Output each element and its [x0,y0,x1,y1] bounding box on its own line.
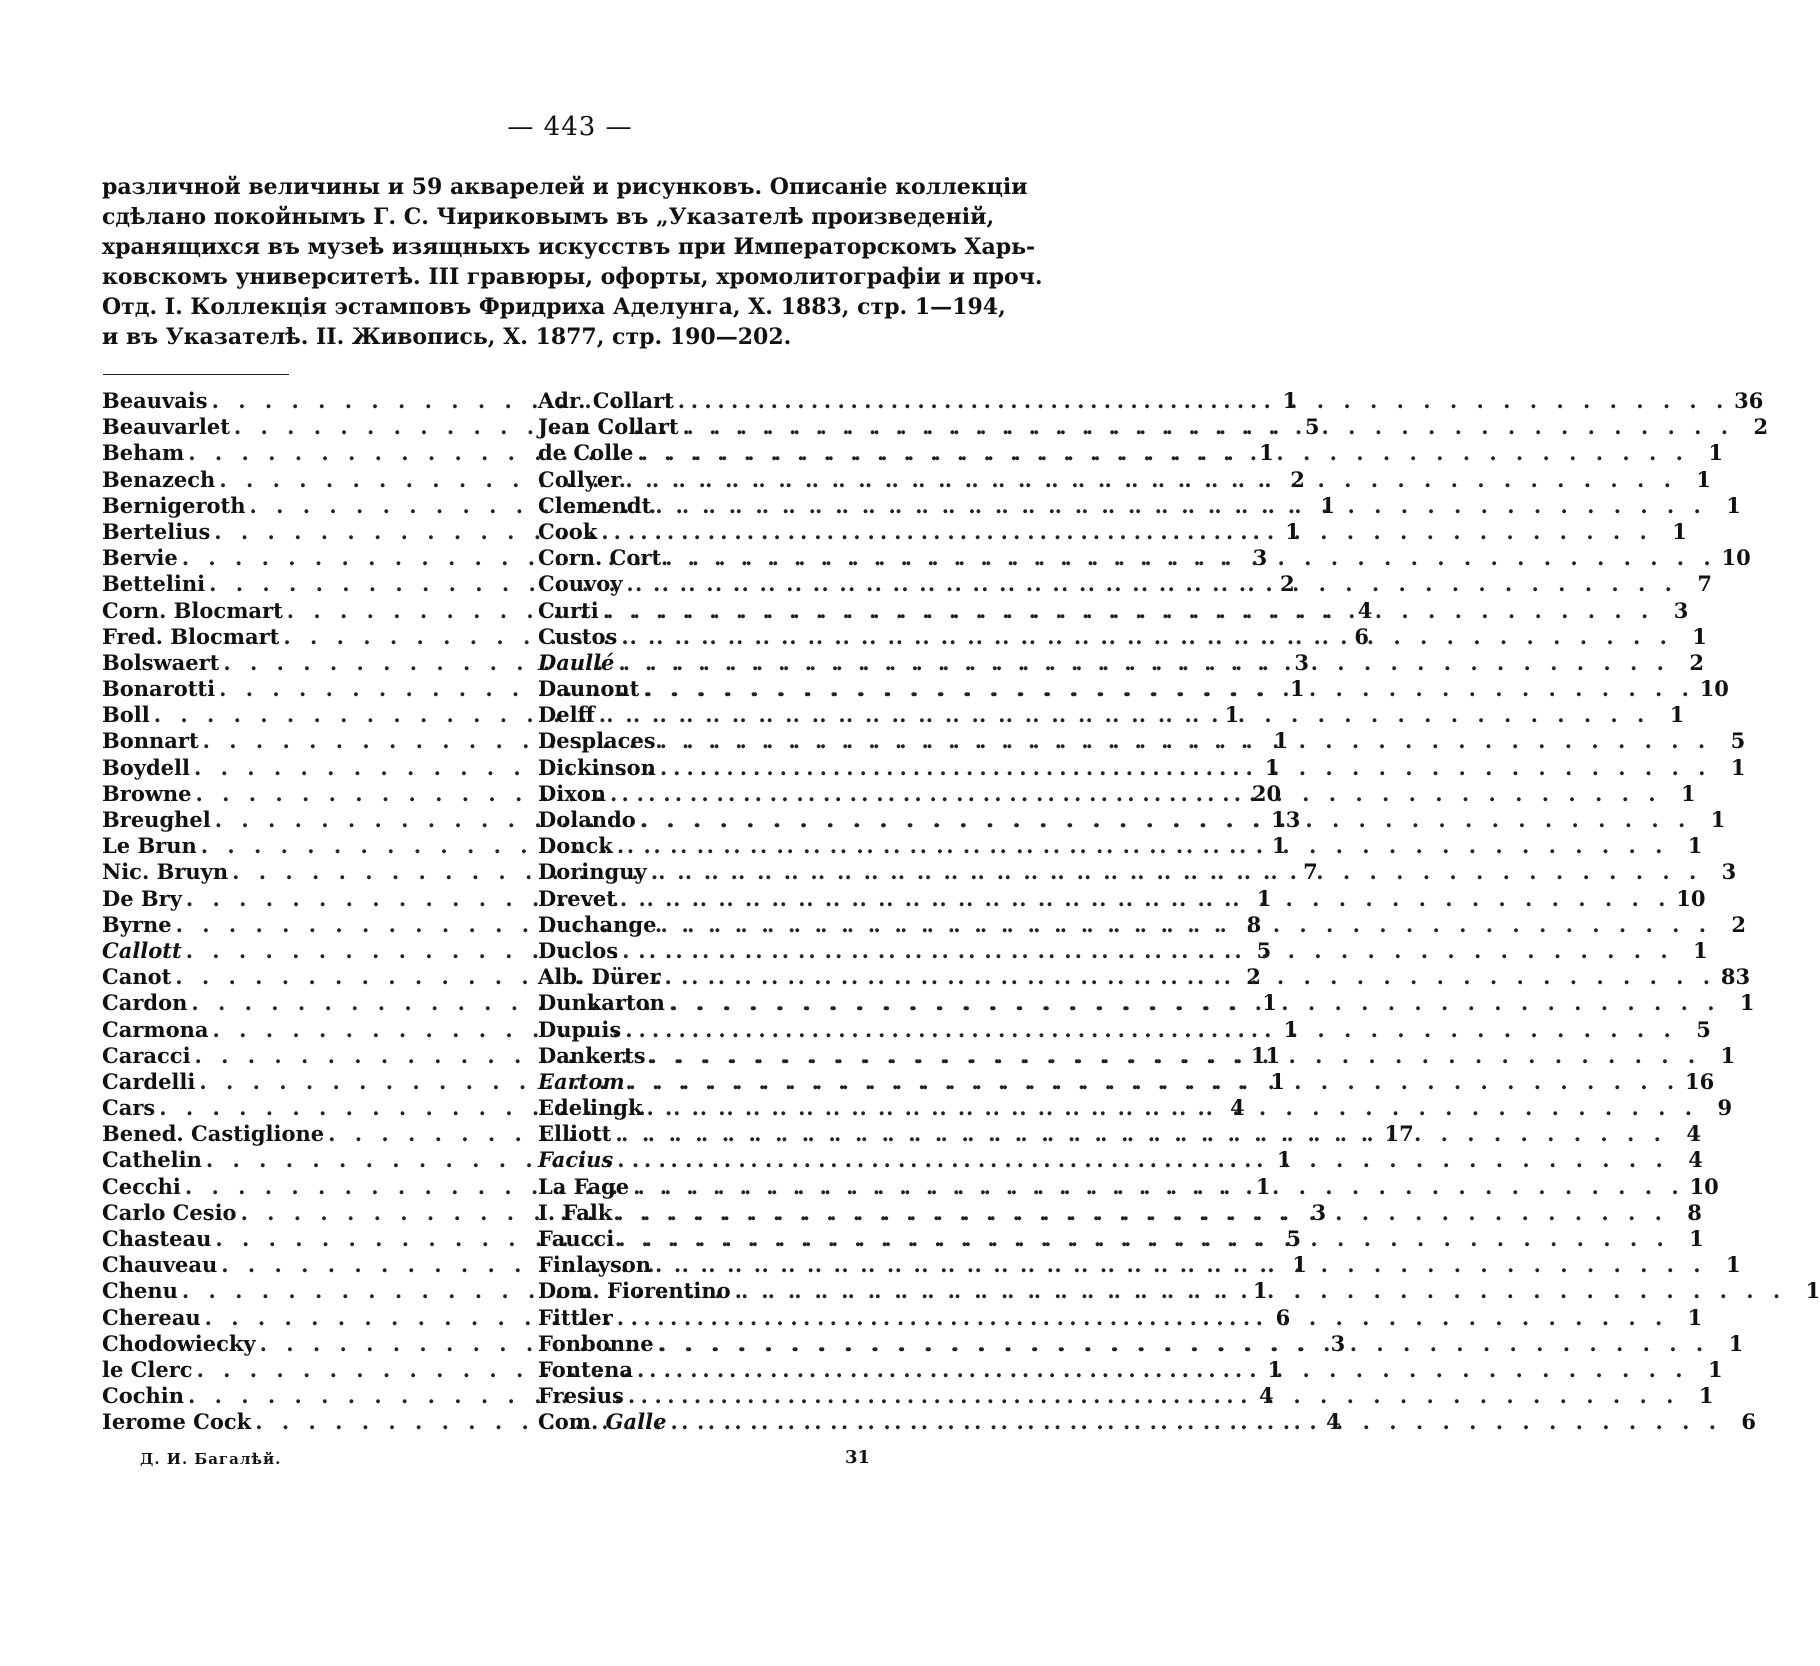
dot-leader [647,1095,1699,1121]
index-entry [538,1173,1719,1200]
entry-name: Curti [538,597,599,623]
entry-count: 11 [1250,1042,1281,1068]
entry-name: Collyer [538,466,622,492]
entry-name: Cars [102,1095,156,1121]
entry-count: 2 [1731,911,1747,937]
entry-count: 1 [1267,1356,1283,1382]
entry-count: 5 [1256,937,1272,963]
entry-name: Facius [538,1147,614,1173]
entry-count: 2 [1246,964,1261,990]
entry-name: Cathelin [102,1147,202,1173]
entry-name: I. Falk [538,1199,613,1225]
dot-leader [628,1383,1680,1409]
entry-name: Adr. Collart [538,388,674,413]
dot-leader [620,886,1672,912]
entry-name: Doringuy [538,859,647,885]
entry-count: 5 [1696,1016,1711,1042]
entry-name: Dom. Fiorentino [538,1278,731,1304]
entry-name: De Bry [102,885,182,911]
intro-line: различной величины и 59 акварелей и рисунковъ. Описаніе коллекціи [102,174,1028,200]
entry-count: 5 [1730,728,1746,754]
entry-count: 83 [1720,964,1751,990]
entry-name: Dunkarton [538,990,665,1016]
entry-count: 1 [1292,1252,1307,1278]
dot-leader [618,650,1670,676]
entry-name: Callott [102,937,182,963]
entry-count: 4 [1686,1121,1701,1147]
entry-count: 1 [1707,1356,1723,1382]
index-entry [538,649,1704,676]
entry-name: Boydell [102,754,190,780]
entry-name: Couvoy [538,571,623,597]
entry-count: 1 [1224,702,1240,728]
dot-leader [599,702,1651,728]
entry-count: 1 [1693,937,1708,963]
index-entry [538,414,1769,440]
intro-line: и въ Указателѣ. II. Живопись, Х. 1877, стр. 190—202. [102,324,792,350]
entry-count: 16 [1684,1068,1715,1094]
entry-count: 1 [1256,885,1272,911]
entry-count: 1 [1728,1330,1744,1356]
entry-name: Carmona [102,1016,209,1042]
entry-count: 1 [1708,440,1723,466]
index-entry [538,937,1708,964]
entry-count: 1 [1270,1068,1285,1094]
index-entry [538,1383,1714,1409]
entry-name: Donck [538,833,613,859]
dot-leader [617,833,1669,859]
dot-leader [637,440,1689,466]
entry-count: 3 [1330,1330,1346,1356]
entry-count: 1 [1290,676,1305,702]
entry-count: 1 [1696,466,1711,492]
entry-name: Cook [538,518,598,544]
dot-leader [625,1017,1677,1043]
entry-count: 6 [1354,623,1369,649]
entry-name: Nic. Bruyn [102,859,229,885]
entry-count: 7 [1303,859,1318,885]
entry-count: 2 [1753,414,1769,440]
entry-name: Dolando [538,807,636,832]
index-entry [538,1252,1741,1278]
entry-name: Breughel [102,807,211,832]
entry-name: Alb. Dürer [538,964,661,990]
entry-name: Byrne [102,911,172,937]
entry-count: 3 [1311,1199,1327,1225]
entry-count: 7 [1697,571,1712,597]
index-entry [538,1409,1757,1435]
entry-name: Corn. Blocmart [102,597,283,623]
entry-count: 1 [1720,1042,1736,1068]
entry-name: Le Brun [102,833,197,859]
entry-name: Drevet [538,885,616,911]
entry-count: 1 [1271,833,1287,859]
entry-name: Duchange [538,911,657,937]
entry-count: 1 [1680,780,1696,806]
dot-leader [643,676,1695,702]
dot-leader [669,990,1721,1016]
index-entry [538,440,1723,466]
entry-name: Cardon [102,990,188,1016]
entry-name: Ierome Cock [102,1409,252,1435]
intro-paragraph [102,172,1043,352]
entry-name: Carlo Cesio [102,1199,237,1225]
index-entry [538,1095,1733,1121]
entry-name: Beauvais [102,388,208,413]
section-divider [103,374,289,375]
entry-count: 1 [1273,728,1289,754]
index-entry [538,492,1741,519]
entry-count: 2 [1689,649,1704,675]
entry-name: le Clerc [102,1356,193,1382]
index-entry [538,466,1711,493]
entry-name: Cardelli [102,1068,196,1094]
dot-leader [637,1357,1689,1383]
entry-name: Edelingk [538,1095,643,1121]
entry-name: Dickinson [538,754,656,780]
dot-leader [735,1278,1787,1304]
entry-name: Chasteau [102,1226,212,1251]
entry-name: de Colle [538,440,634,466]
entry-count: 1 [1259,440,1274,466]
entry-name: Bonnart [102,728,199,754]
dot-leader [621,624,1673,650]
entry-name: Bertelius [102,518,211,544]
entry-count: 1 [1672,518,1687,544]
entry-count: 3 [1673,597,1689,623]
entry-name: Bolswaert [102,649,220,675]
entry-name: Bervie [102,545,178,571]
dot-leader [678,388,1730,414]
entry-count: 10 [1689,1173,1719,1199]
entry-count: 2 [1280,571,1295,597]
index-entry [538,1147,1703,1173]
entry-count: 1 [1276,1147,1292,1173]
signature-mark: 31 [845,1447,871,1468]
dot-leader [626,571,1678,597]
entry-count: 4 [1688,1147,1703,1173]
index-entry [538,702,1685,728]
entry-name: Daullé [538,649,615,675]
index-entry [538,833,1703,859]
dot-leader [601,519,1653,545]
dot-leader [616,1200,1668,1226]
dot-leader [610,781,1662,807]
index-entry [538,754,1746,781]
entry-name: Corn. Cort [538,545,662,571]
index-entry [538,964,1751,990]
entry-count: 10 [1721,545,1751,571]
dot-leader [618,1226,1670,1252]
index-entry [538,676,1729,702]
entry-count: 5 [1304,414,1320,440]
index-entry [538,911,1747,938]
entry-name: Caracci [102,1042,191,1068]
entry-count: 36 [1734,388,1764,413]
dot-leader [617,1147,1669,1173]
entry-name: Jean Collart [538,414,679,440]
entry-name: Fittler [538,1304,613,1330]
index-entry [538,1068,1715,1095]
entry-name: Faucci [538,1226,615,1251]
index-entry [538,1199,1702,1226]
dot-leader [660,728,1712,754]
dot-leader [660,755,1712,781]
entry-count: 1 [1687,1304,1703,1330]
entry-count: 9 [1717,1095,1733,1121]
entry-name: Benazech [102,466,216,492]
entry-count: 20 [1251,780,1282,806]
entry-count: 1 [1283,1016,1299,1042]
entry-count: 1 [1692,623,1707,649]
dot-leader [665,545,1717,571]
entry-count: 17 [1384,1121,1414,1147]
entry-name: Dupuis [538,1016,622,1042]
entry-name: Desplaces [538,728,656,754]
index-entry [538,859,1737,885]
index-entry [538,1016,1711,1043]
entry-count: 1 [1285,518,1300,544]
intro-line: ковскомъ университетѣ. III гравюры, офорты, хромолитографіи и проч. [102,264,1043,290]
intro-line: хранящихся въ музеѣ изящныхъ искусствъ при Императорскомъ Харь- [102,234,1036,260]
dot-leader [625,467,1677,493]
intro-line: сдѣлано покойнымъ Г. С. Чириковымъ въ „Указателѣ произведеній, [102,204,995,230]
entry-name: Eartom [538,1068,625,1094]
index-entry [538,1304,1703,1331]
entry-count: 5 [1286,1226,1301,1251]
entry-name: Cecchi [102,1173,181,1199]
dot-leader [655,1252,1707,1278]
footer-author: Д. И. Багалѣй. [140,1450,282,1468]
entry-count: 1 [1252,1278,1268,1304]
entry-name: Browne [102,780,192,806]
entry-name: Daunont [538,676,640,702]
entry-name: Delff [538,702,595,728]
entry-count: 1 [1669,702,1685,728]
entry-count: 1 [1726,492,1741,518]
entry-name: Cochin [102,1383,185,1409]
entry-count: 1 [1710,807,1726,832]
dot-leader [660,912,1712,938]
dot-leader [622,938,1674,964]
entry-name: Boll [102,702,150,728]
entry-name: Bernigeroth [102,492,246,518]
index-entry [538,885,1706,912]
entry-name: Finlayson [538,1252,652,1278]
entry-name: Clemendt [538,492,652,518]
dot-leader [629,1069,1681,1095]
dot-leader [683,414,1735,440]
entry-count: 1 [1805,1278,1820,1304]
entry-name: Bettelini [102,571,206,597]
dot-leader [670,1409,1722,1435]
entry-name: Fonbonne [538,1330,654,1356]
dot-leader [651,859,1703,885]
index-entry [538,1278,1820,1304]
entry-name: Duclos [538,937,619,963]
index-entry [538,571,1712,597]
entry-count: 4 [1230,1095,1245,1121]
entry-count: 2 [1290,466,1305,492]
entry-name: Elliott [538,1121,612,1147]
entry-count: 1 [1320,492,1336,518]
entry-count: 8 [1246,911,1262,937]
index-entry [538,1356,1723,1383]
entry-name: Canot [102,964,172,990]
dot-leader [655,493,1707,519]
entry-count: 4 [1326,1409,1341,1435]
dot-leader [650,1043,1702,1069]
dot-leader [665,964,1717,990]
entry-count: 1 [1262,990,1277,1016]
intro-line: Отд. I. Коллекція эстамповъ Фридриха Аделунга, Х. 1883, стр. 1—194, [102,294,1006,320]
index-entry [538,388,1764,414]
entry-name: Beham [102,440,185,466]
entry-name [538,1409,666,1435]
entry-name: Beauvarlet [102,414,230,440]
dot-leader [617,1305,1669,1331]
entry-name: Dankerts [538,1042,646,1068]
entry-count: 6 [1741,1409,1757,1435]
entry-name: Dixon [538,780,606,806]
entry-count: 1 [1255,1173,1271,1199]
entry-name: Fred. Blocmart [102,623,280,649]
entry-name: Chauveau [102,1252,218,1278]
entry-count: 1 [1739,990,1755,1016]
entry-name: Fresius [538,1383,624,1409]
entry-name-italic: Galle [605,1409,667,1435]
entry-name: Bonarotti [102,676,216,702]
entry-name: Chenu [102,1278,178,1304]
entry-name: La Fage [538,1173,630,1199]
entry-count: 10 [1676,885,1706,911]
entry-count: 3 [1721,859,1737,885]
page-number: — 443 — [507,112,633,142]
entry-count: 1 [1689,1226,1704,1251]
entry-count: 8 [1687,1199,1702,1225]
entry-name: Bened. Castiglione [102,1121,325,1147]
dot-leader [615,1121,1667,1147]
dot-leader [640,807,1692,833]
entry-count: 1 [1698,1383,1714,1409]
dot-leader [603,598,1655,624]
entry-count: 1 [1687,833,1703,859]
entry-count: 1 [1282,388,1298,413]
index-entry [538,1226,1704,1252]
entry-name-prefix: Com. [538,1409,599,1435]
entry-name: Chereau [102,1304,201,1330]
entry-count: 1 [1726,1252,1741,1278]
entry-count: 3 [1252,545,1268,571]
entry-count: 6 [1275,1304,1291,1330]
dot-leader [633,1174,1685,1200]
entry-count: 1 [1730,754,1746,780]
dot-leader [658,1331,1710,1357]
index-entry [538,597,1689,624]
index-entry [538,1330,1744,1357]
index-entry [538,545,1751,571]
index-entry [538,990,1755,1016]
entry-name: Custos [538,623,618,649]
index-entry [538,518,1687,545]
entry-name: Fontena [538,1356,633,1382]
entry-count: 4 [1357,597,1373,623]
index-entry [538,728,1746,754]
entry-count: 1 [1264,754,1280,780]
entry-count: 10 [1699,676,1729,702]
index-entry [538,623,1707,650]
entry-count: 3 [1294,649,1309,675]
entry-count: 4 [1258,1383,1274,1409]
entry-count: 13 [1271,807,1301,832]
entry-name: Chodowiecky [102,1330,256,1356]
